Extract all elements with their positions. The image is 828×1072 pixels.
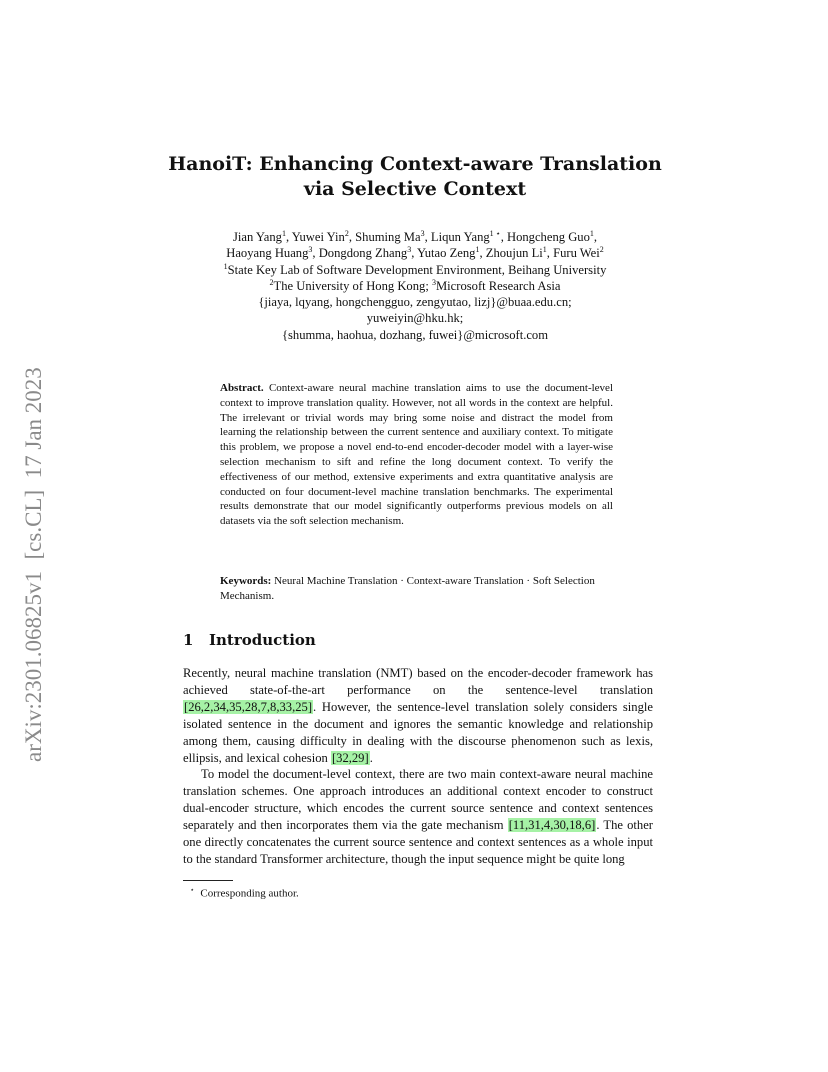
author-affiliation-mark: 1	[281, 228, 286, 238]
author-affiliation-mark: 1 ⋆	[489, 228, 501, 238]
author-affiliation-mark: 3	[308, 245, 313, 255]
footnote-mark: ⋆	[190, 886, 195, 894]
footnote-rule	[183, 880, 233, 881]
author-affiliation-mark: 3	[420, 228, 425, 238]
affiliation-mark: 2	[269, 277, 274, 287]
paragraph-text: . The other one directly concatenates the current source sentence and context sentences as a whole input to the standard Transformer architecture, though the input sequence might be quite long	[183, 818, 653, 866]
abstract-text: Context-aware neural machine translation aims to use the document-level context to improve translation quality. However, not all words in the context are helpful. The irrelevant or trivial words may bring some noise and distract the model from learning the relationship between the current sentence and auxiliary context. To mitigate this problem, we propose a novel end-to-end encoder-decoder model with a layer-wise selection mechanism to sift and refine the long document context. To verify the effectiveness of our method, extensive experiments and extra quantitative analysis are conducted on four document-level machine translation benchmarks. The experimental results demonstrate that our model significantly outperforms previous models on all datasets via the soft selection mechanism.	[220, 382, 613, 528]
author-affiliation-mark: 2	[344, 228, 349, 238]
paragraph-text: .	[369, 750, 373, 765]
affiliation-mark: 3	[431, 277, 436, 287]
author-affiliation-mark: 1	[542, 245, 547, 255]
arxiv-identifier-vertical	[22, 292, 46, 762]
email-line: {shumma, haohua, dozhang, fuwei}@microsoft.com	[281, 327, 549, 342]
keywords-text: Neural Machine Translation · Context-aware Translation · Soft Selection Mechanism.	[220, 575, 595, 602]
email-line: yuweiyin@hku.hk;	[366, 311, 464, 326]
affiliation-2-3	[150, 278, 680, 294]
author-name: Liqun Yang	[430, 230, 490, 244]
affiliation-text: The University of Hong Kong;	[273, 278, 432, 293]
author-name: Haoyang Huang	[226, 246, 309, 261]
arxiv-identifier	[22, 292, 46, 762]
abstract-label: Abstract.	[220, 382, 264, 394]
affiliation-1	[150, 262, 680, 278]
affiliation-mark: 1	[223, 261, 228, 271]
author-name: Zhoujun Li	[485, 246, 543, 261]
keywords-label: Keywords:	[220, 575, 272, 587]
paragraph-text: To model the document-level context, there are two main context-aware neural machine translation schemes. One approach introduces an additional context encoder to construct dual-encoder structure, which encodes the current source sentence and context sentences separately and then incorporates them via the gate mechanism	[183, 767, 653, 833]
introduction-body	[183, 665, 653, 868]
paragraph-text: Recently, neural machine translation (NMT) based on the encoder-decoder framework has achieved state-of-the-art performance on the sentence-level translation	[183, 666, 653, 697]
author-block	[150, 229, 680, 343]
section-heading	[183, 631, 316, 649]
author-name: Dongdong Zhang	[318, 246, 408, 261]
paper-title-line-1: HanoiT: Enhancing Context-aware Translation	[168, 153, 662, 175]
abstract	[220, 381, 613, 529]
author-name: Furu Wei	[553, 246, 600, 261]
author-affiliation-mark: 1	[475, 245, 480, 255]
footnote-text: Corresponding author.	[200, 887, 299, 900]
email-line: {jiaya, lqyang, hongchengguo, zengyutao, lizj}@buaa.edu.cn;	[258, 295, 572, 310]
author-line-2: Haoyang Huang$^3$, Dongdong Zhang$^3$, Yutao Zeng$^1$, Zhoujun Li$^1$, Furu Wei$^2$	[226, 245, 604, 261]
author-name: Jian Yang	[232, 230, 282, 244]
author-name: Yutao Zeng	[417, 246, 476, 261]
paper-title-line-2: via Selective Context	[303, 178, 527, 200]
keywords	[220, 574, 613, 604]
arxiv-identifier-text: arXiv:2301.06825v1 [cs.CL] 17 Jan 2023	[21, 367, 46, 762]
section-number: 1	[183, 631, 194, 649]
citation-link[interactable]: [26,2,34,35,28,7,8,33,25]	[184, 699, 313, 714]
section-title: Introduction	[209, 631, 316, 649]
affiliation-text: Microsoft Research Asia	[435, 278, 561, 293]
citation-link[interactable]: [32,29]	[331, 750, 369, 765]
author-name: Hongcheng Guo	[506, 230, 590, 244]
citation-link[interactable]: [11,31,4,30,18,6]	[508, 818, 596, 833]
affiliation-text: State Key Lab of Software Development Environment, Beihang University	[227, 262, 607, 277]
author-affiliation-mark: 3	[407, 245, 412, 255]
paragraph	[183, 766, 653, 867]
author-affiliation-mark: 1	[589, 228, 594, 238]
paper-title	[150, 152, 680, 202]
paragraph	[183, 665, 653, 766]
author-line-1: Jian Yang$^1$, Yuwei Yin$^2$, Shuming Ma$^3$, Liqun Yang$^{1 ⋆}$, Hongcheng Guo$^1$,	[232, 228, 598, 244]
author-name: Shuming Ma	[355, 230, 421, 244]
paragraph-text: . However, the sentence-level translation solely considers single isolated sentence in the document and ignores the semantic knowledge and relationship among them, causing difficulty in dealing with the discourse phenomenon such as lexis, ellipsis, and lexical cohesion	[183, 699, 653, 765]
author-affiliation-mark: 2	[599, 245, 604, 255]
footnote	[190, 886, 299, 900]
author-name: Yuwei Yin	[291, 230, 345, 244]
